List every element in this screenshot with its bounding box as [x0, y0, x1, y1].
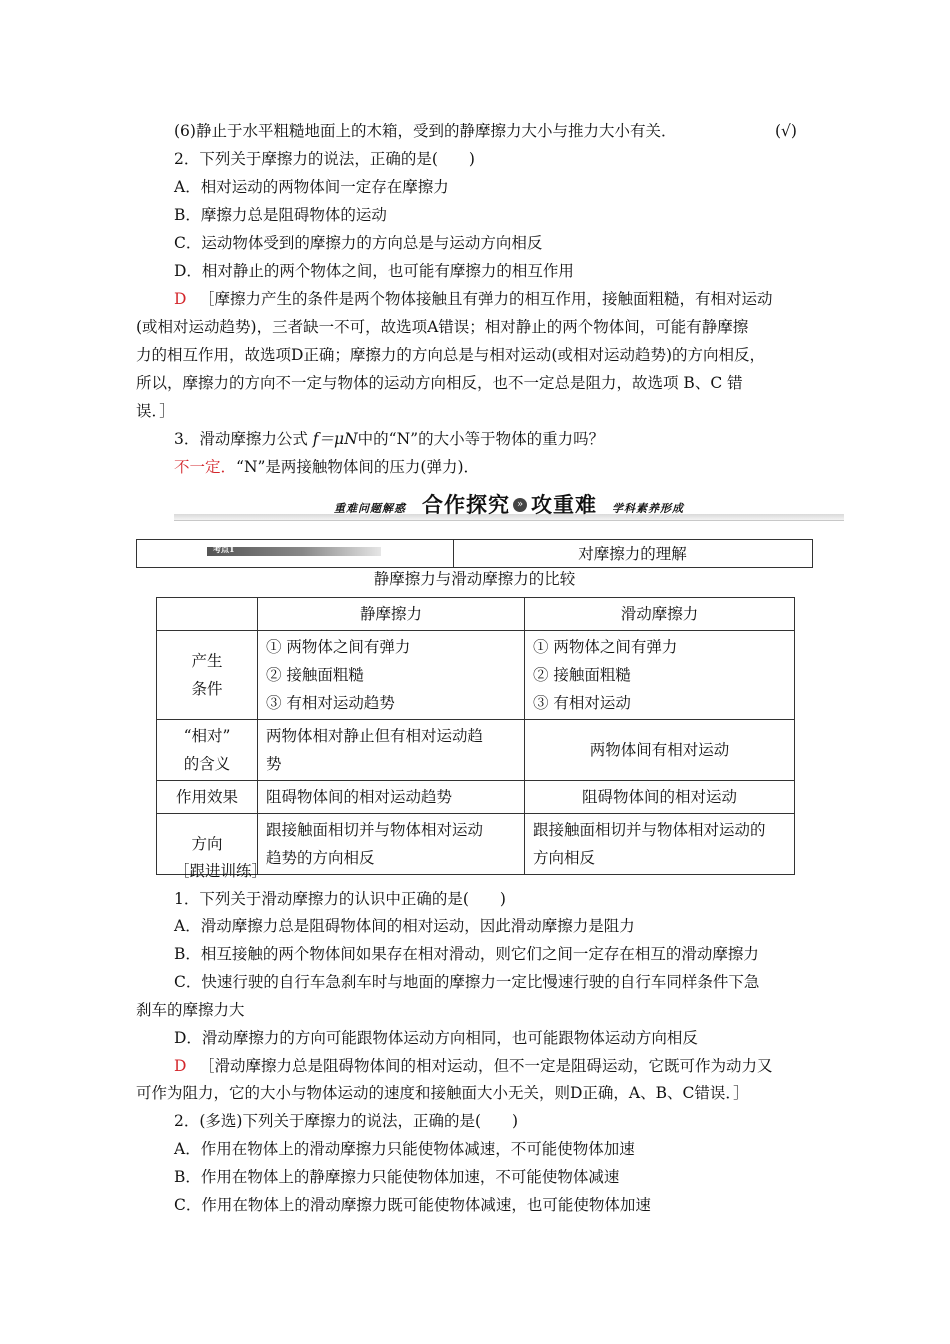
kaodian-tag-label: 考点1 [213, 544, 235, 554]
p1-stem: 1．下列关于滑动摩擦力的认识中正确的是( ) [174, 890, 506, 908]
p2-stem: 2．(多选)下列关于摩擦力的说法，正确的是( ) [174, 1112, 519, 1130]
q2-option-d: D．相对静止的两个物体之间，也可能有摩擦力的相互作用 [174, 262, 574, 280]
header-cell-empty [157, 598, 258, 631]
header-cell-sliding: 滑动摩擦力 [525, 598, 795, 631]
table-header-row [157, 598, 795, 631]
row-label-line: 作用效果 [175, 788, 238, 806]
row-label-line: “相对” [183, 727, 231, 745]
q3-stem-post: 中的“N”的大小等于物体的重力吗？ [357, 430, 605, 448]
static-line: 阻碍物体间的相对运动趋势 [266, 788, 453, 806]
banner-title-b: 攻重难 [531, 493, 597, 517]
q3-formula: f＝μN [312, 430, 358, 448]
sliding-line: 两物体间有相对运动 [589, 741, 730, 759]
q3-stem-pre: 3．滑动摩擦力公式 [174, 430, 313, 448]
sliding-line: 跟接触面相切并与物体相对运动的 [533, 821, 766, 839]
banner-title-a: 合作探究 [422, 493, 510, 517]
sliding-line: ① 两物体之间有弹力 [533, 638, 678, 656]
sliding-line: 阻碍物体间的相对运动 [581, 788, 737, 806]
q3-stem [174, 429, 604, 449]
q3-answer-line [174, 457, 479, 477]
p1-explanation-line: ［滑动摩擦力总是阻碍物体间的相对运动，但不一定是阻碍运动，它既可作为动力又 [199, 1057, 773, 1075]
sliding-line: 方向相反 [533, 849, 596, 867]
q2-stem: 2．下列关于摩擦力的说法，正确的是( ) [174, 150, 475, 168]
q3-answer-rest: “N”是两接触物体间的压力(弹力)． [236, 458, 480, 476]
kaodian-title: 对摩擦力的理解 [578, 545, 687, 563]
table-row [157, 720, 795, 781]
sliding-cell [525, 814, 795, 875]
table-caption: 静摩擦力与滑动摩擦力的比较 [373, 570, 576, 588]
comparison-table [156, 597, 795, 875]
q2-option-b: B．摩擦力总是阻碍物体的运动 [174, 206, 387, 224]
row-label-line: 的含义 [183, 755, 231, 773]
q2-explanation-line: 力的相互作用，故选项D正确；摩擦力的方向总是与相对运动(或相对运动趋势)的方向相反， [136, 346, 766, 364]
p1-option-b: B．相互接触的两个物体间如果存在相对滑动，则它们之间一定存在相互的滑动摩擦力 [174, 945, 759, 963]
row-label [157, 720, 258, 781]
static-cell [258, 781, 525, 814]
q2-explanation-line: 误．］ [136, 402, 175, 420]
sliding-cell [525, 720, 795, 781]
q2-explanation-line: 所以，摩擦力的方向不一定与物体的运动方向相反，也不一定总是阻力，故选项 B、C 错 [136, 374, 743, 392]
static-line: 势 [266, 755, 282, 773]
banner-right-caption: 学科素养形成 [612, 502, 684, 515]
static-line: 趋势的方向相反 [266, 849, 375, 867]
banner-left-caption: 重难问题解惑 [334, 502, 406, 515]
practice-heading: ［跟进训练］ [174, 862, 268, 880]
q2-option-c: C．运动物体受到的摩擦力的方向总是与运动方向相反 [174, 234, 543, 252]
sliding-cell [525, 631, 795, 720]
row-label [157, 631, 258, 720]
table-row [157, 781, 795, 814]
q2-explanation-line: ［摩擦力产生的条件是两个物体接触且有弹力的相互作用，接触面粗糙，有相对运动 [199, 290, 773, 308]
item-6-text: (6)静止于水平粗糙地面上的木箱，受到的静摩擦力大小与推力大小有关． [174, 122, 677, 140]
static-cell [258, 720, 525, 781]
p1-explanation-line: 可作为阻力，它的大小与物体运动的速度和接触面大小无关，则D正确，A、B、C错误．］ [136, 1084, 749, 1102]
static-cell [258, 814, 525, 875]
q3-answer: 不一定． [174, 458, 237, 476]
section-banner [174, 487, 844, 525]
row-label-line: 方向 [191, 835, 223, 853]
row-label [157, 781, 258, 814]
p1-option-d: D．滑动摩擦力的方向可能跟物体运动方向相同，也可能跟物体运动方向相反 [174, 1029, 698, 1047]
banner-arrow-icon: » [513, 498, 527, 512]
item-6-mark: (√) [775, 122, 797, 140]
p2-option-a: A．作用在物体上的滑动摩擦力只能使物体减速，不可能使物体加速 [174, 1140, 635, 1158]
q2-explanation-line: (或相对运动趋势)，三者缺一不可，故选项A错误；相对静止的两个物体间，可能有静摩擦 [136, 318, 749, 336]
table-row [157, 631, 795, 720]
kaodian-tag [207, 544, 381, 556]
static-cell [258, 631, 525, 720]
static-line: 跟接触面相切并与物体相对运动 [266, 821, 484, 839]
p1-option-c: C．快速行驶的自行车急刹车时与地面的摩擦力一定比慢速行驶的自行车同样条件下急 [174, 973, 760, 991]
kaodian-box [136, 539, 813, 568]
q2-option-a: A．相对运动的两物体间一定存在摩擦力 [174, 178, 449, 196]
p2-option-c: C．作用在物体上的滑动摩擦力既可能使物体减速，也可能使物体加速 [174, 1196, 651, 1214]
row-label-line: 条件 [191, 680, 223, 698]
header-cell-static: 静摩擦力 [258, 598, 525, 631]
sliding-cell [525, 781, 795, 814]
sliding-line: ③ 有相对运动 [533, 694, 631, 712]
sliding-line: ② 接触面粗糙 [533, 666, 631, 684]
p1-option-c-cont: 刹车的摩擦力大 [136, 1001, 245, 1019]
q2-answer: D [174, 290, 187, 308]
static-line: ② 接触面粗糙 [266, 666, 364, 684]
p2-option-b: B．作用在物体上的静摩擦力只能使物体加速，不可能使物体减速 [174, 1168, 620, 1186]
p1-option-a: A．滑动摩擦力总是阻碍物体间的相对运动，因此滑动摩擦力是阻力 [174, 917, 635, 935]
static-line: ① 两物体之间有弹力 [266, 638, 411, 656]
static-line: ③ 有相对运动趋势 [266, 694, 395, 712]
p1-answer: D [174, 1057, 187, 1075]
static-line: 两物体相对静止但有相对运动趋 [266, 727, 484, 745]
row-label-line: 产生 [191, 652, 223, 670]
